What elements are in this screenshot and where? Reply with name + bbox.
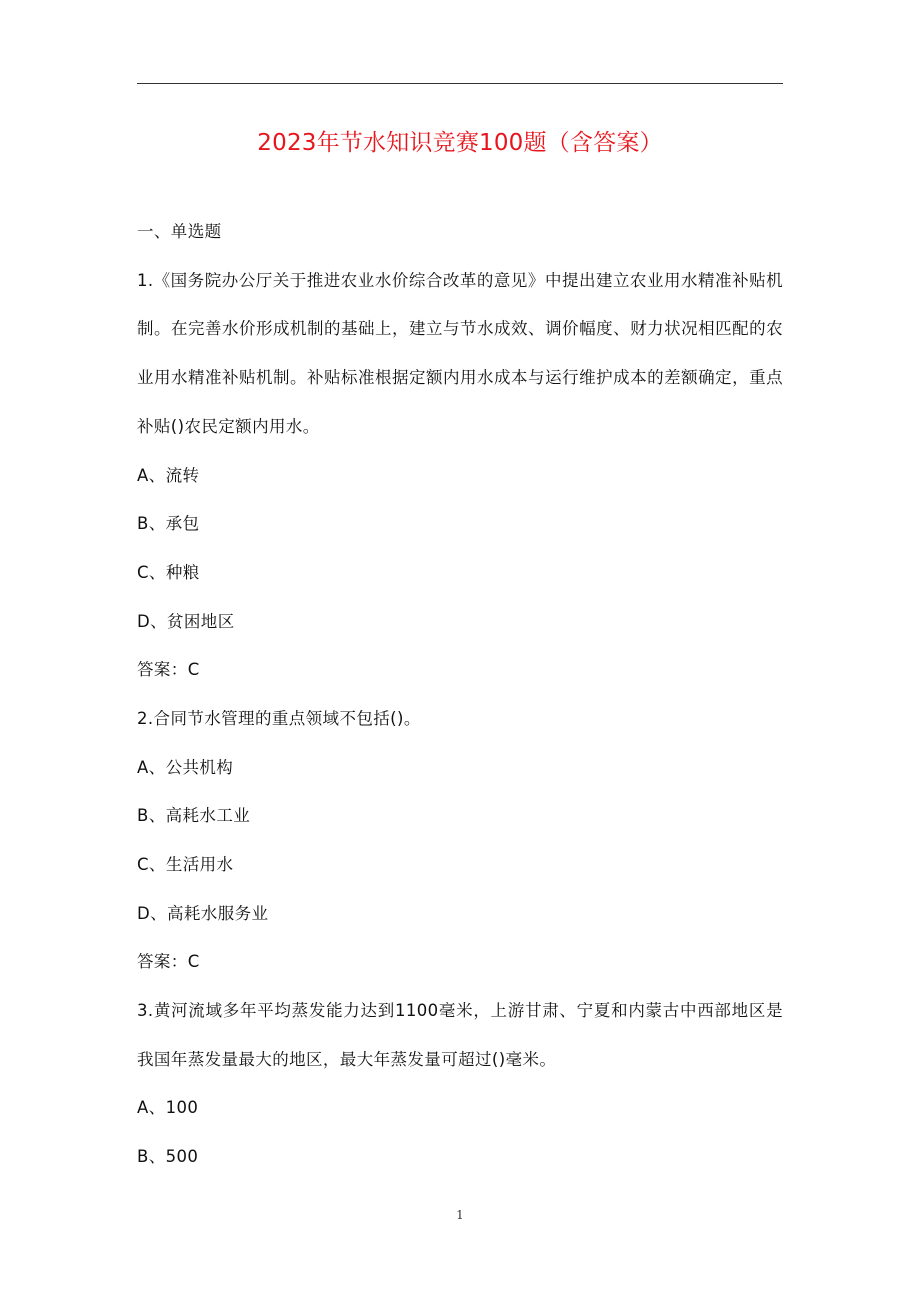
answer-line: 答案：C xyxy=(137,660,200,680)
option-c: C、种粮 xyxy=(137,562,200,582)
document-body xyxy=(137,208,783,1182)
option-c: C、生活用水 xyxy=(137,855,234,875)
option-a: A、100 xyxy=(137,1098,199,1118)
document-title: 2023年节水知识竞赛100题（含答案） xyxy=(257,130,663,156)
header-rule xyxy=(137,83,783,84)
question-stem: 2.合同节水管理的重点领域不包括()。 xyxy=(137,708,421,728)
option-d: D、高耗水服务业 xyxy=(137,903,269,923)
question-stem: 1.《国务院办公厅关于推进农业水价综合改革的意见》中提出建立农业用水精准补贴机制。在完善水价形成机制的基础上，建立与节水成效、调价幅度、财力状况相匹配的农业用水精准补贴机制。补贴标准根据定额内用水成本与运行维护成本的差额确定，重点补贴()农民定额内用水。 xyxy=(137,270,783,436)
option-b: B、高耗水工业 xyxy=(137,806,251,826)
option-b: B、500 xyxy=(137,1147,199,1167)
option-b: B、承包 xyxy=(137,514,200,534)
option-d: D、贫困地区 xyxy=(137,611,235,631)
page-number: 1 xyxy=(456,1208,464,1222)
answer-line: 答案：C xyxy=(137,952,200,972)
question-stem: 3.黄河流域多年平均蒸发能力达到1100毫米，上游甘肃、宁夏和内蒙古中西部地区是我国年蒸发量最大的地区，最大年蒸发量可超过()毫米。 xyxy=(137,1001,783,1069)
option-a: A、流转 xyxy=(137,465,200,485)
section-heading: 一、单选题 xyxy=(137,222,222,241)
option-a: A、公共机构 xyxy=(137,757,234,777)
